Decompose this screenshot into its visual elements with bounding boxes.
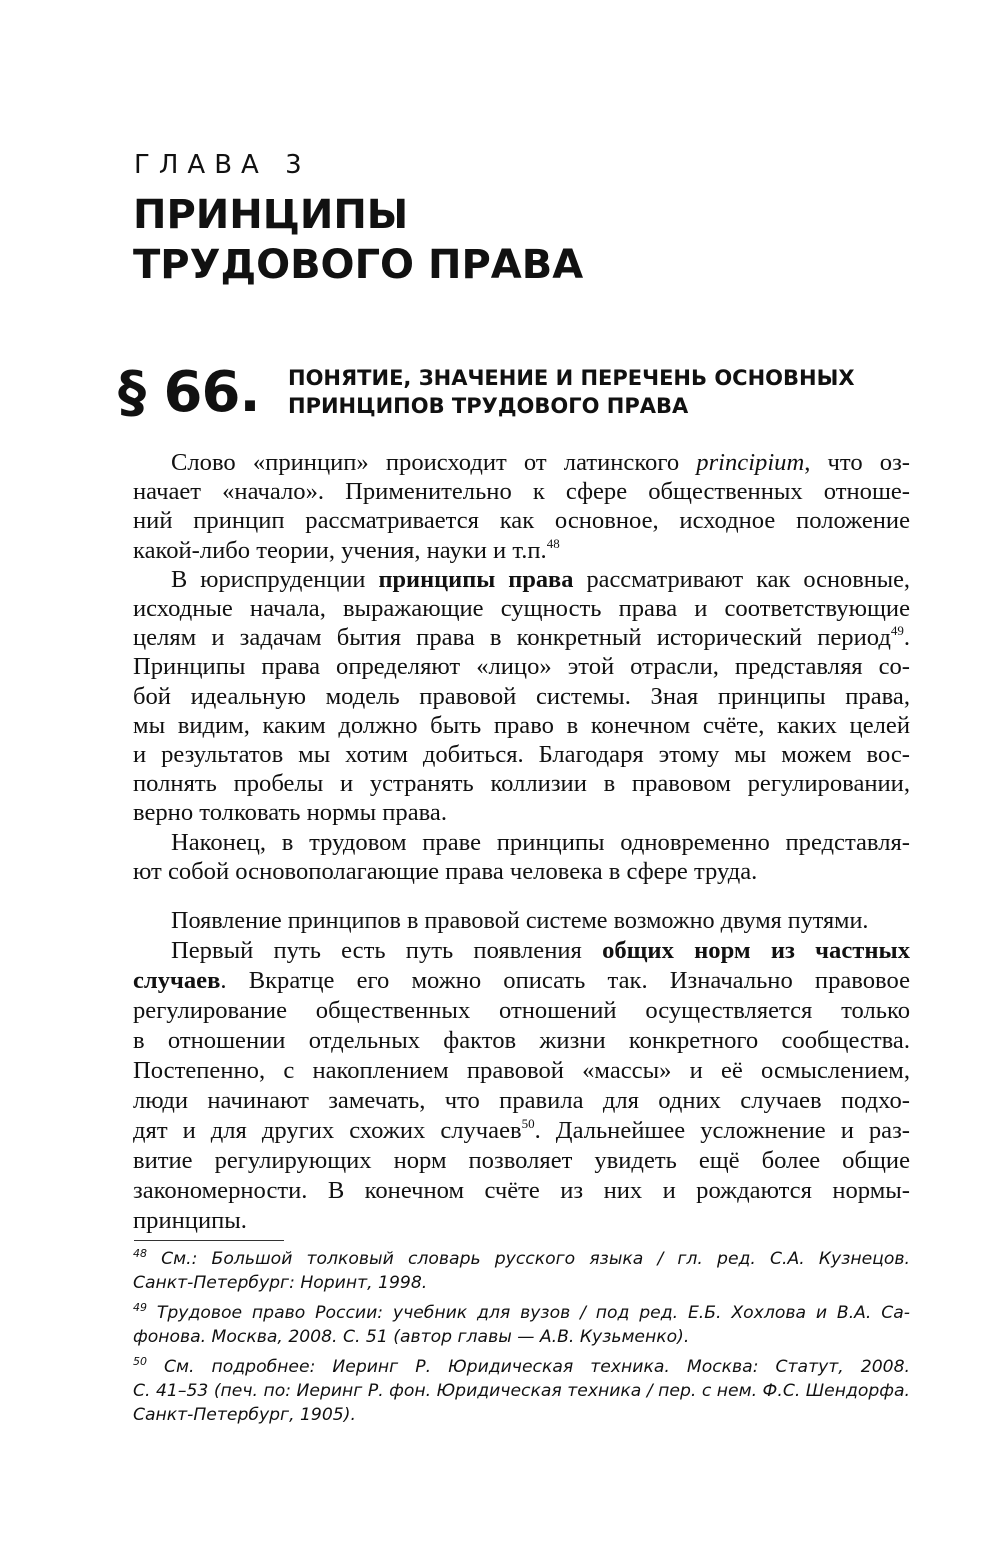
- footnotes: [133, 1247, 910, 1433]
- text-line: ний принцип рассматривается как основное, исходное положение: [133, 507, 910, 535]
- text-line: витие регулирующих норм позволяет увидеть ещё более общие: [133, 1147, 910, 1174]
- section-title-line: ПРИНЦИПОВ ТРУДОВОГО ПРАВА: [288, 394, 689, 418]
- footnote-50: [133, 1355, 910, 1427]
- text-line: Принципы права определяют «лицо» этой отрасли, представляя со-: [133, 653, 910, 681]
- text-line: полнять пробелы и устранять коллизии в правовом регулировании,: [133, 770, 910, 798]
- chapter-title: [133, 190, 833, 290]
- text-run: Первый путь есть путь появления: [171, 937, 603, 964]
- text-line: [133, 1355, 910, 1379]
- chapter-label: ГЛАВА 3: [134, 150, 311, 180]
- paragraph: [133, 828, 910, 886]
- text-line: Наконец, в трудовом праве принципы одновременно представля-: [171, 828, 910, 856]
- text-block-1: [133, 448, 910, 886]
- footnote-number: 49: [133, 1301, 147, 1314]
- text-line: верно толковать нормы права.: [133, 799, 447, 827]
- section-number: § 66.: [118, 360, 260, 425]
- text-line: [133, 1247, 910, 1271]
- text-line: в отношении отдельных фактов жизни конкретного сообщества.: [133, 1027, 910, 1054]
- text-line: Постепенно, с накоплением правовой «массы» и её осмыслением,: [133, 1057, 910, 1084]
- text-line: [133, 1301, 910, 1325]
- text-run: . Вкратце его можно описать так. Изначально правовое: [220, 967, 910, 994]
- footnote-ref[interactable]: 49: [890, 623, 904, 639]
- text-run: , что оз-: [804, 449, 910, 476]
- text-run: . Дальнейшее усложнение и раз-: [534, 1117, 910, 1144]
- text-run: Трудовое право России: учебник для вузов / под ред. Е.Б. Хохлова и В.А. Са-: [147, 1303, 910, 1323]
- paragraph: [133, 906, 910, 936]
- footnote-number: 50: [133, 1355, 147, 1368]
- text-block-2: [133, 906, 910, 1236]
- text-run: целям и задачам бытия права в конкретный исторический период: [133, 624, 891, 652]
- text-run: дят и для других схожих случаев: [133, 1117, 522, 1144]
- italic-term: principium: [696, 449, 805, 476]
- footnote-ref[interactable]: 50: [521, 1116, 535, 1131]
- text-run: .: [903, 624, 910, 652]
- paragraph: [133, 565, 910, 828]
- text-line: Санкт-Петербург: Норинт, 1998.: [133, 1273, 428, 1293]
- text-line: [133, 623, 910, 652]
- text-line: исходные начала, выражающие сущность права и соответствующие: [133, 595, 910, 623]
- text-line: бой идеальную модель правовой системы. Зная принципы права,: [133, 682, 910, 710]
- text-line: Появление принципов в правовой системе возможно двумя путями.: [171, 907, 869, 934]
- chapter-title-line: ПРИНЦИПЫ: [133, 192, 409, 238]
- text-line: С. 41–53 (печ. по: Иеринг Р. фон. Юридическая техника / пер. с нем. Ф.С. Шендорфа.: [133, 1381, 910, 1401]
- text-run: какой-либо теории, учения, науки и т.п.: [133, 536, 547, 564]
- chapter-title-line: ТРУДОВОГО ПРАВА: [133, 242, 584, 288]
- section-title: [288, 364, 855, 420]
- text-line: [133, 448, 910, 477]
- text-line: [133, 565, 910, 594]
- footnote-divider: [134, 1240, 284, 1241]
- text-line: ют собой основополагающие права человека в сфере труда.: [133, 857, 758, 885]
- text-line: люди начинают замечать, что правила для одних случаев подхо-: [133, 1087, 910, 1114]
- text-line: мы видим, каким должно быть право в конечном счёте, каких целей: [133, 711, 910, 739]
- text-line: Санкт-Петербург, 1905).: [133, 1405, 356, 1425]
- text-line: и результатов мы хотим добиться. Благодаря этому мы можем вос-: [133, 741, 910, 769]
- text-line: [133, 936, 910, 966]
- footnote-49: [133, 1301, 910, 1349]
- bold-term: принципы права: [378, 565, 574, 593]
- text-line: закономерности. В конечном счёте из них и рождаются нормы-: [133, 1177, 910, 1204]
- section-title-line: ПОНЯТИЕ, ЗНАЧЕНИЕ И ПЕРЕЧЕНЬ ОСНОВНЫХ: [288, 366, 855, 390]
- text-line: регулирование общественных отношений осуществляется только: [133, 997, 910, 1024]
- paragraph: [133, 936, 910, 1236]
- text-line: принципы.: [133, 1207, 247, 1234]
- text-run: См. подробнее: Иеринг Р. Юридическая техника. Москва: Статут, 2008.: [147, 1357, 910, 1377]
- text-line: [133, 536, 910, 565]
- footnote-ref[interactable]: 48: [546, 535, 560, 551]
- footnote-48: [133, 1247, 910, 1295]
- text-line: [133, 1116, 910, 1146]
- bold-term: общих норм из частных: [602, 937, 910, 964]
- text-run: См.: Большой толковый словарь русского языка / гл. ред. С.А. Кузнецов.: [147, 1249, 910, 1269]
- footnote-number: 48: [133, 1247, 147, 1260]
- section-heading: [118, 362, 908, 432]
- text-run: В юриспруденции: [171, 565, 379, 593]
- text-run: Слово «принцип» происходит от латинского: [171, 449, 697, 476]
- paragraph: [133, 448, 910, 565]
- text-run: рассматривают как основные,: [573, 565, 911, 593]
- text-line: начает «начало». Применительно к сфере общественных отноше-: [133, 478, 910, 506]
- text-line: фонова. Москва, 2008. С. 51 (автор главы — А.В. Кузьменко).: [133, 1327, 690, 1347]
- bold-term: случаев: [133, 967, 221, 994]
- text-line: [133, 966, 910, 996]
